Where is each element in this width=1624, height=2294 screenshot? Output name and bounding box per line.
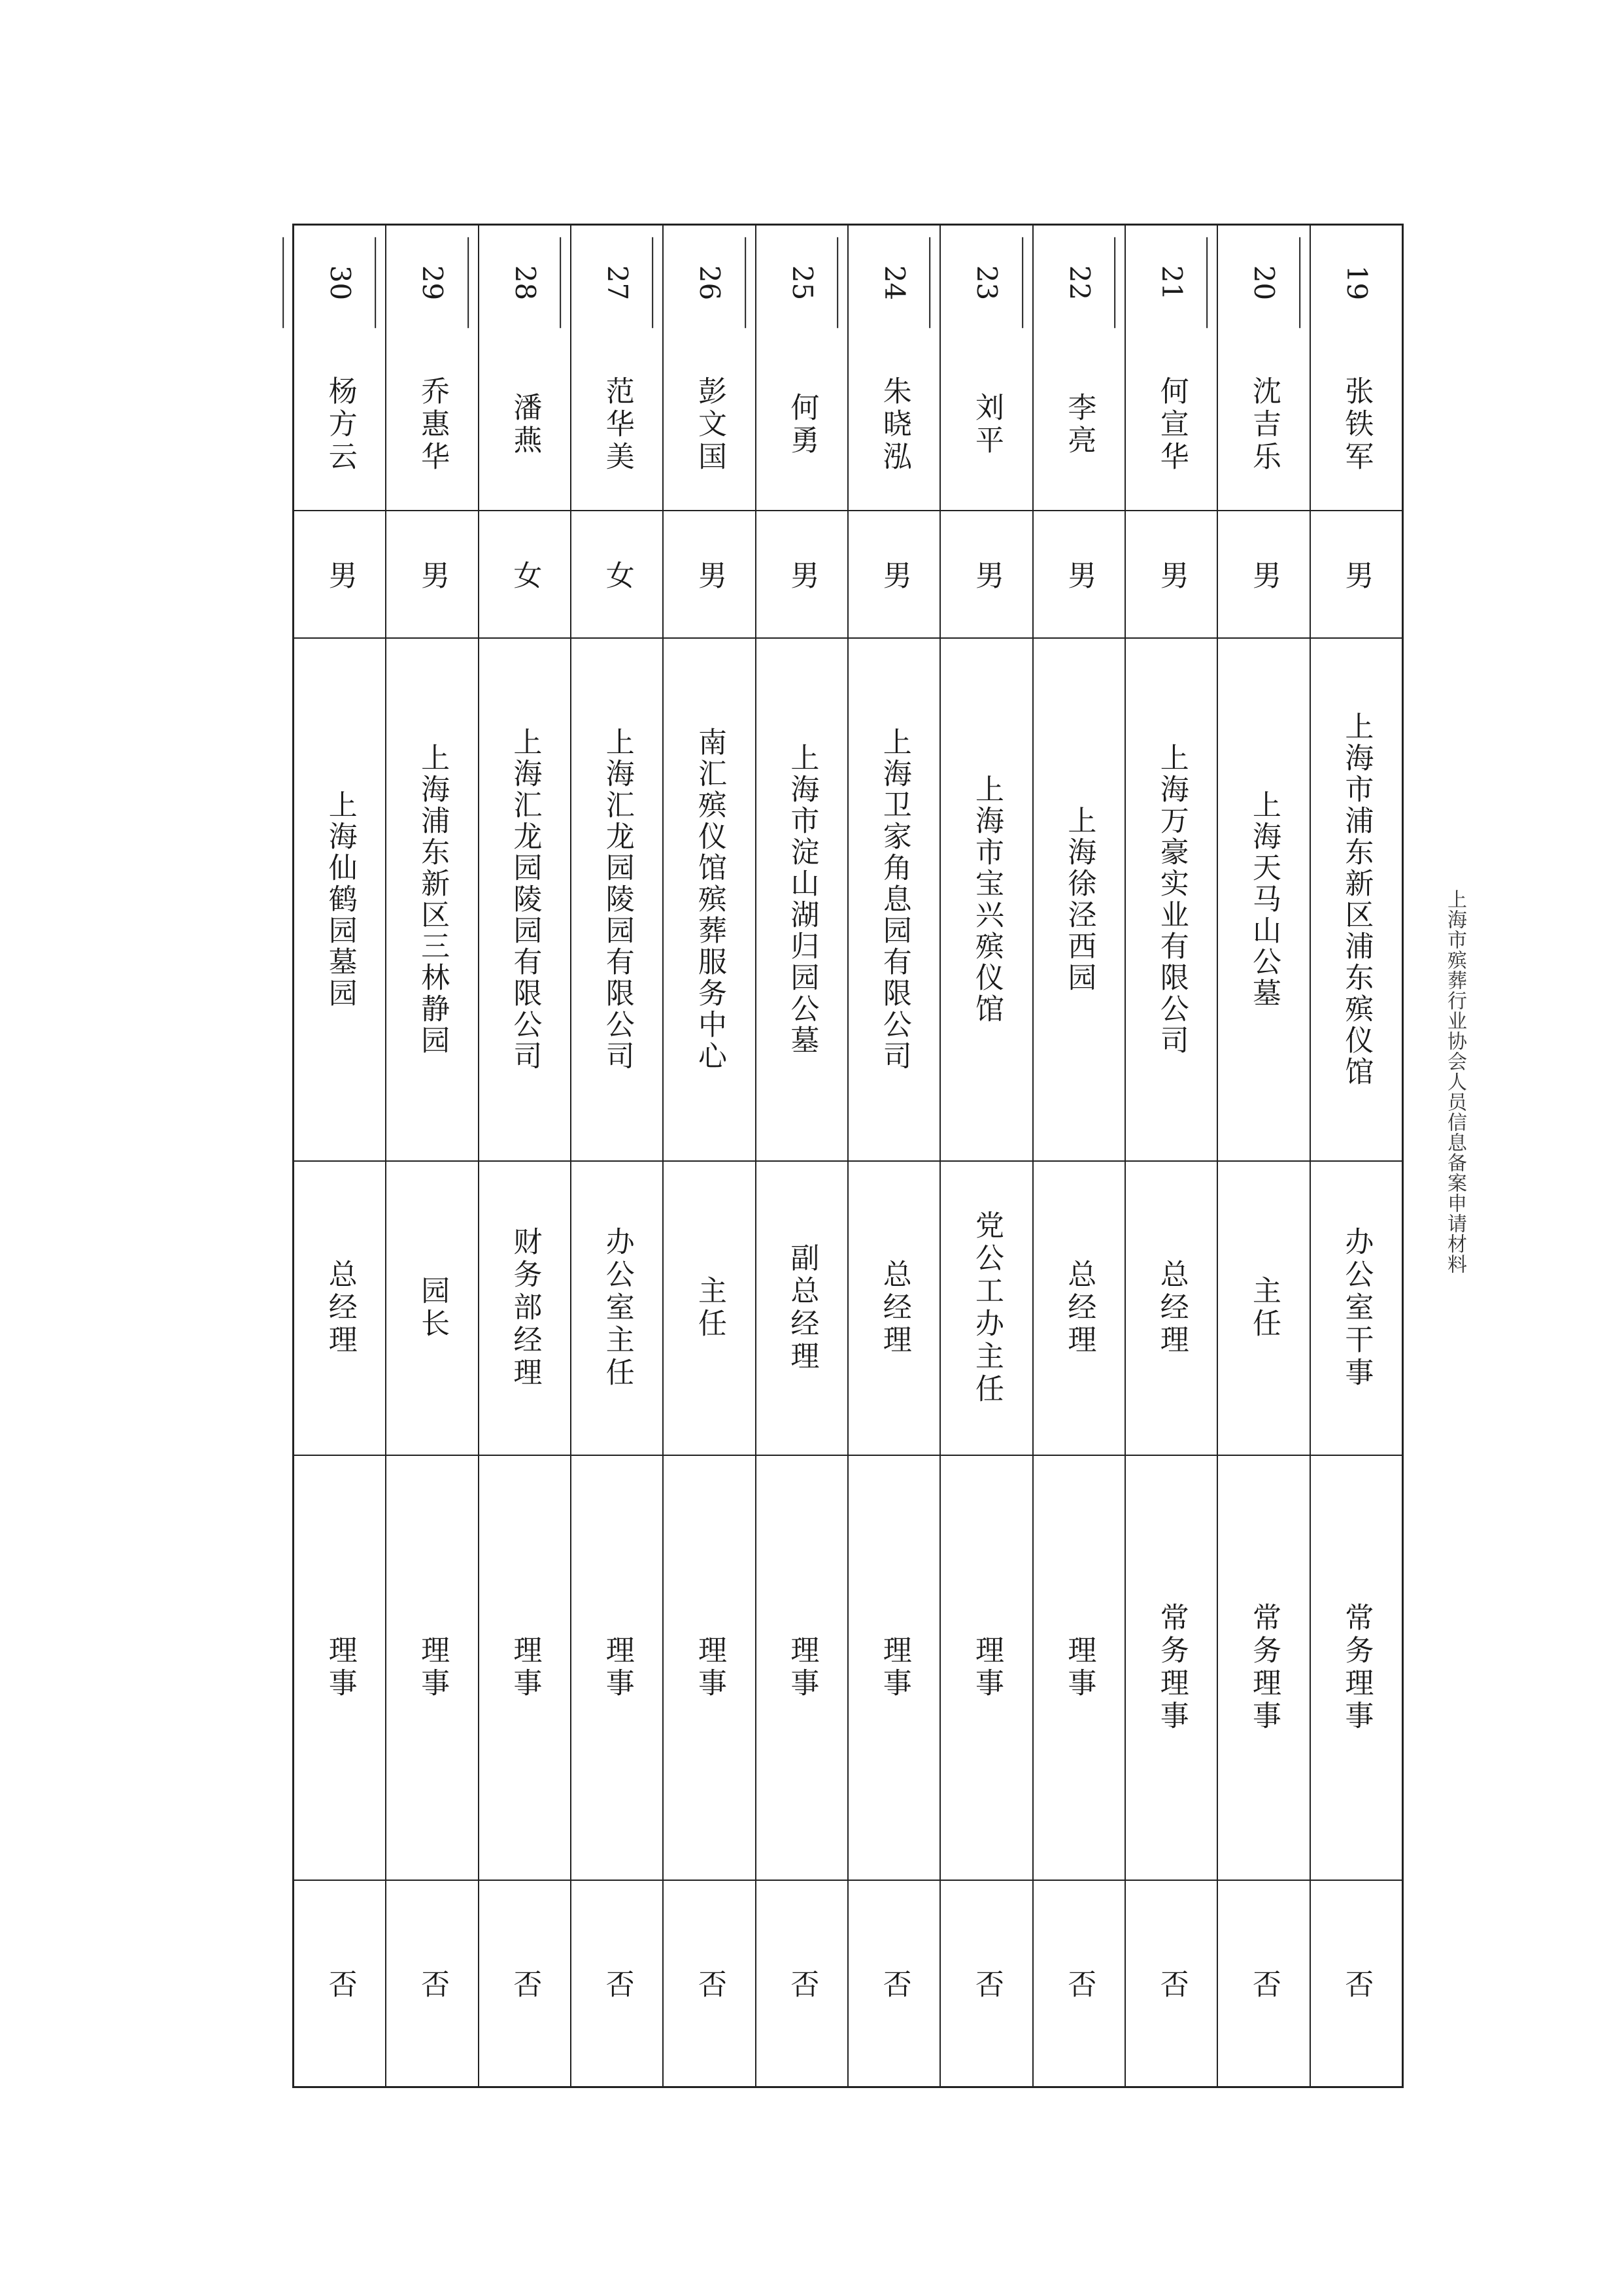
seq-cell: 23 xyxy=(930,237,1044,328)
gender-cell: 男 xyxy=(1126,511,1217,639)
flag-cell: 否 xyxy=(1062,1969,1096,1998)
role-cell: 常务理事 xyxy=(1218,1456,1309,1881)
organization-cell: 上海市淀山湖归园公墓 xyxy=(756,639,847,1162)
seq-cell: 24 xyxy=(837,237,951,328)
seq-cell: 19 xyxy=(1299,237,1413,328)
gender-cell: 男 xyxy=(849,511,939,639)
flag-cell: 否 xyxy=(416,1969,450,1998)
name-cell: 乔惠华 xyxy=(386,340,477,511)
seq-cell: 29 xyxy=(375,237,490,328)
role-cell: 理事 xyxy=(294,1456,385,1881)
member-roster-table xyxy=(292,224,1404,2088)
table-row xyxy=(1217,226,1309,2086)
organization-cell: 上海卫家角息园有限公司 xyxy=(849,639,939,1162)
position-cell: 党公工办主任 xyxy=(941,1162,1032,1456)
flag-cell: 否 xyxy=(323,1969,357,1998)
organization-cell: 上海市浦东新区浦东殡仪馆 xyxy=(1311,639,1402,1162)
gender-cell: 男 xyxy=(294,511,385,639)
role-cell: 理事 xyxy=(571,1456,662,1881)
seq-cell: 26 xyxy=(652,237,767,328)
flag-cell: 否 xyxy=(1247,1969,1281,1998)
organization-cell: 上海汇龙园陵园有限公司 xyxy=(571,639,662,1162)
seq-cell: 21 xyxy=(1114,237,1228,328)
gender-cell: 男 xyxy=(756,511,847,639)
role-cell: 理事 xyxy=(664,1456,754,1881)
name-cell: 何勇 xyxy=(756,340,847,511)
position-cell: 总经理 xyxy=(294,1162,385,1456)
organization-cell: 上海仙鹤园墓园 xyxy=(294,639,385,1162)
flag-cell: 否 xyxy=(693,1969,727,1998)
table-row xyxy=(478,226,570,2086)
organization-cell: 上海天马山公墓 xyxy=(1218,639,1309,1162)
table-row xyxy=(1125,226,1217,2086)
table-row xyxy=(662,226,754,2086)
organization-cell: 上海万豪实业有限公司 xyxy=(1126,639,1217,1162)
page-header: 上海市殡葬行业协会人员信息备案申请材料 xyxy=(1444,889,1466,1274)
table-row xyxy=(385,226,477,2086)
organization-cell: 上海市宝兴殡仪馆 xyxy=(941,639,1032,1162)
name-cell: 沈吉乐 xyxy=(1218,340,1309,511)
position-cell: 办公室干事 xyxy=(1311,1162,1402,1456)
role-cell: 理事 xyxy=(386,1456,477,1881)
table-row xyxy=(1032,226,1125,2086)
name-cell: 朱晓泓 xyxy=(849,340,939,511)
role-cell: 常务理事 xyxy=(1126,1456,1217,1881)
seq-cell: 27 xyxy=(560,237,674,328)
position-cell: 总经理 xyxy=(849,1162,939,1456)
position-cell: 园长 xyxy=(386,1162,477,1456)
seq-cell: 30 xyxy=(282,237,397,328)
flag-cell: 否 xyxy=(1155,1969,1189,1998)
role-cell: 常务理事 xyxy=(1311,1456,1402,1881)
flag-cell: 否 xyxy=(785,1969,819,1998)
name-cell: 范华美 xyxy=(571,340,662,511)
name-cell: 刘平 xyxy=(941,340,1032,511)
position-cell: 总经理 xyxy=(1126,1162,1217,1456)
flag-cell: 否 xyxy=(508,1969,542,1998)
seq-cell: 28 xyxy=(467,237,582,328)
gender-cell: 女 xyxy=(479,511,570,639)
organization-cell: 上海汇龙园陵园有限公司 xyxy=(479,639,570,1162)
flag-cell: 否 xyxy=(600,1969,634,1998)
role-cell: 理事 xyxy=(479,1456,570,1881)
organization-cell: 南汇殡仪馆殡葬服务中心 xyxy=(664,639,754,1162)
seq-cell: 20 xyxy=(1207,237,1321,328)
table-row xyxy=(755,226,847,2086)
table-row xyxy=(939,226,1032,2086)
name-cell: 李亮 xyxy=(1034,340,1125,511)
seq-cell: 25 xyxy=(745,237,859,328)
gender-cell: 男 xyxy=(1034,511,1125,639)
position-cell: 办公室主任 xyxy=(571,1162,662,1456)
gender-cell: 男 xyxy=(386,511,477,639)
table-row xyxy=(1310,226,1402,2086)
flag-cell: 否 xyxy=(877,1969,911,1998)
name-cell: 杨方云 xyxy=(294,340,385,511)
organization-cell: 上海浦东新区三林静园 xyxy=(386,639,477,1162)
gender-cell: 男 xyxy=(664,511,754,639)
position-cell: 总经理 xyxy=(1034,1162,1125,1456)
role-cell: 理事 xyxy=(756,1456,847,1881)
table-row xyxy=(847,226,939,2086)
name-cell: 潘燕 xyxy=(479,340,570,511)
role-cell: 理事 xyxy=(1034,1456,1125,1881)
name-cell: 彭文国 xyxy=(664,340,754,511)
name-cell: 张铁军 xyxy=(1311,340,1402,511)
position-cell: 主任 xyxy=(1218,1162,1309,1456)
gender-cell: 男 xyxy=(1311,511,1402,639)
name-cell: 何宣华 xyxy=(1126,340,1217,511)
position-cell: 副总经理 xyxy=(756,1162,847,1456)
position-cell: 财务部经理 xyxy=(479,1162,570,1456)
gender-cell: 男 xyxy=(1218,511,1309,639)
organization-cell: 上海徐泾西园 xyxy=(1034,639,1125,1162)
flag-cell: 否 xyxy=(970,1969,1004,1998)
seq-cell: 22 xyxy=(1022,237,1136,328)
role-cell: 理事 xyxy=(941,1456,1032,1881)
gender-cell: 女 xyxy=(571,511,662,639)
table-row xyxy=(570,226,662,2086)
role-cell: 理事 xyxy=(849,1456,939,1881)
flag-cell: 否 xyxy=(1340,1969,1374,1998)
table-row xyxy=(294,226,385,2086)
position-cell: 主任 xyxy=(664,1162,754,1456)
gender-cell: 男 xyxy=(941,511,1032,639)
